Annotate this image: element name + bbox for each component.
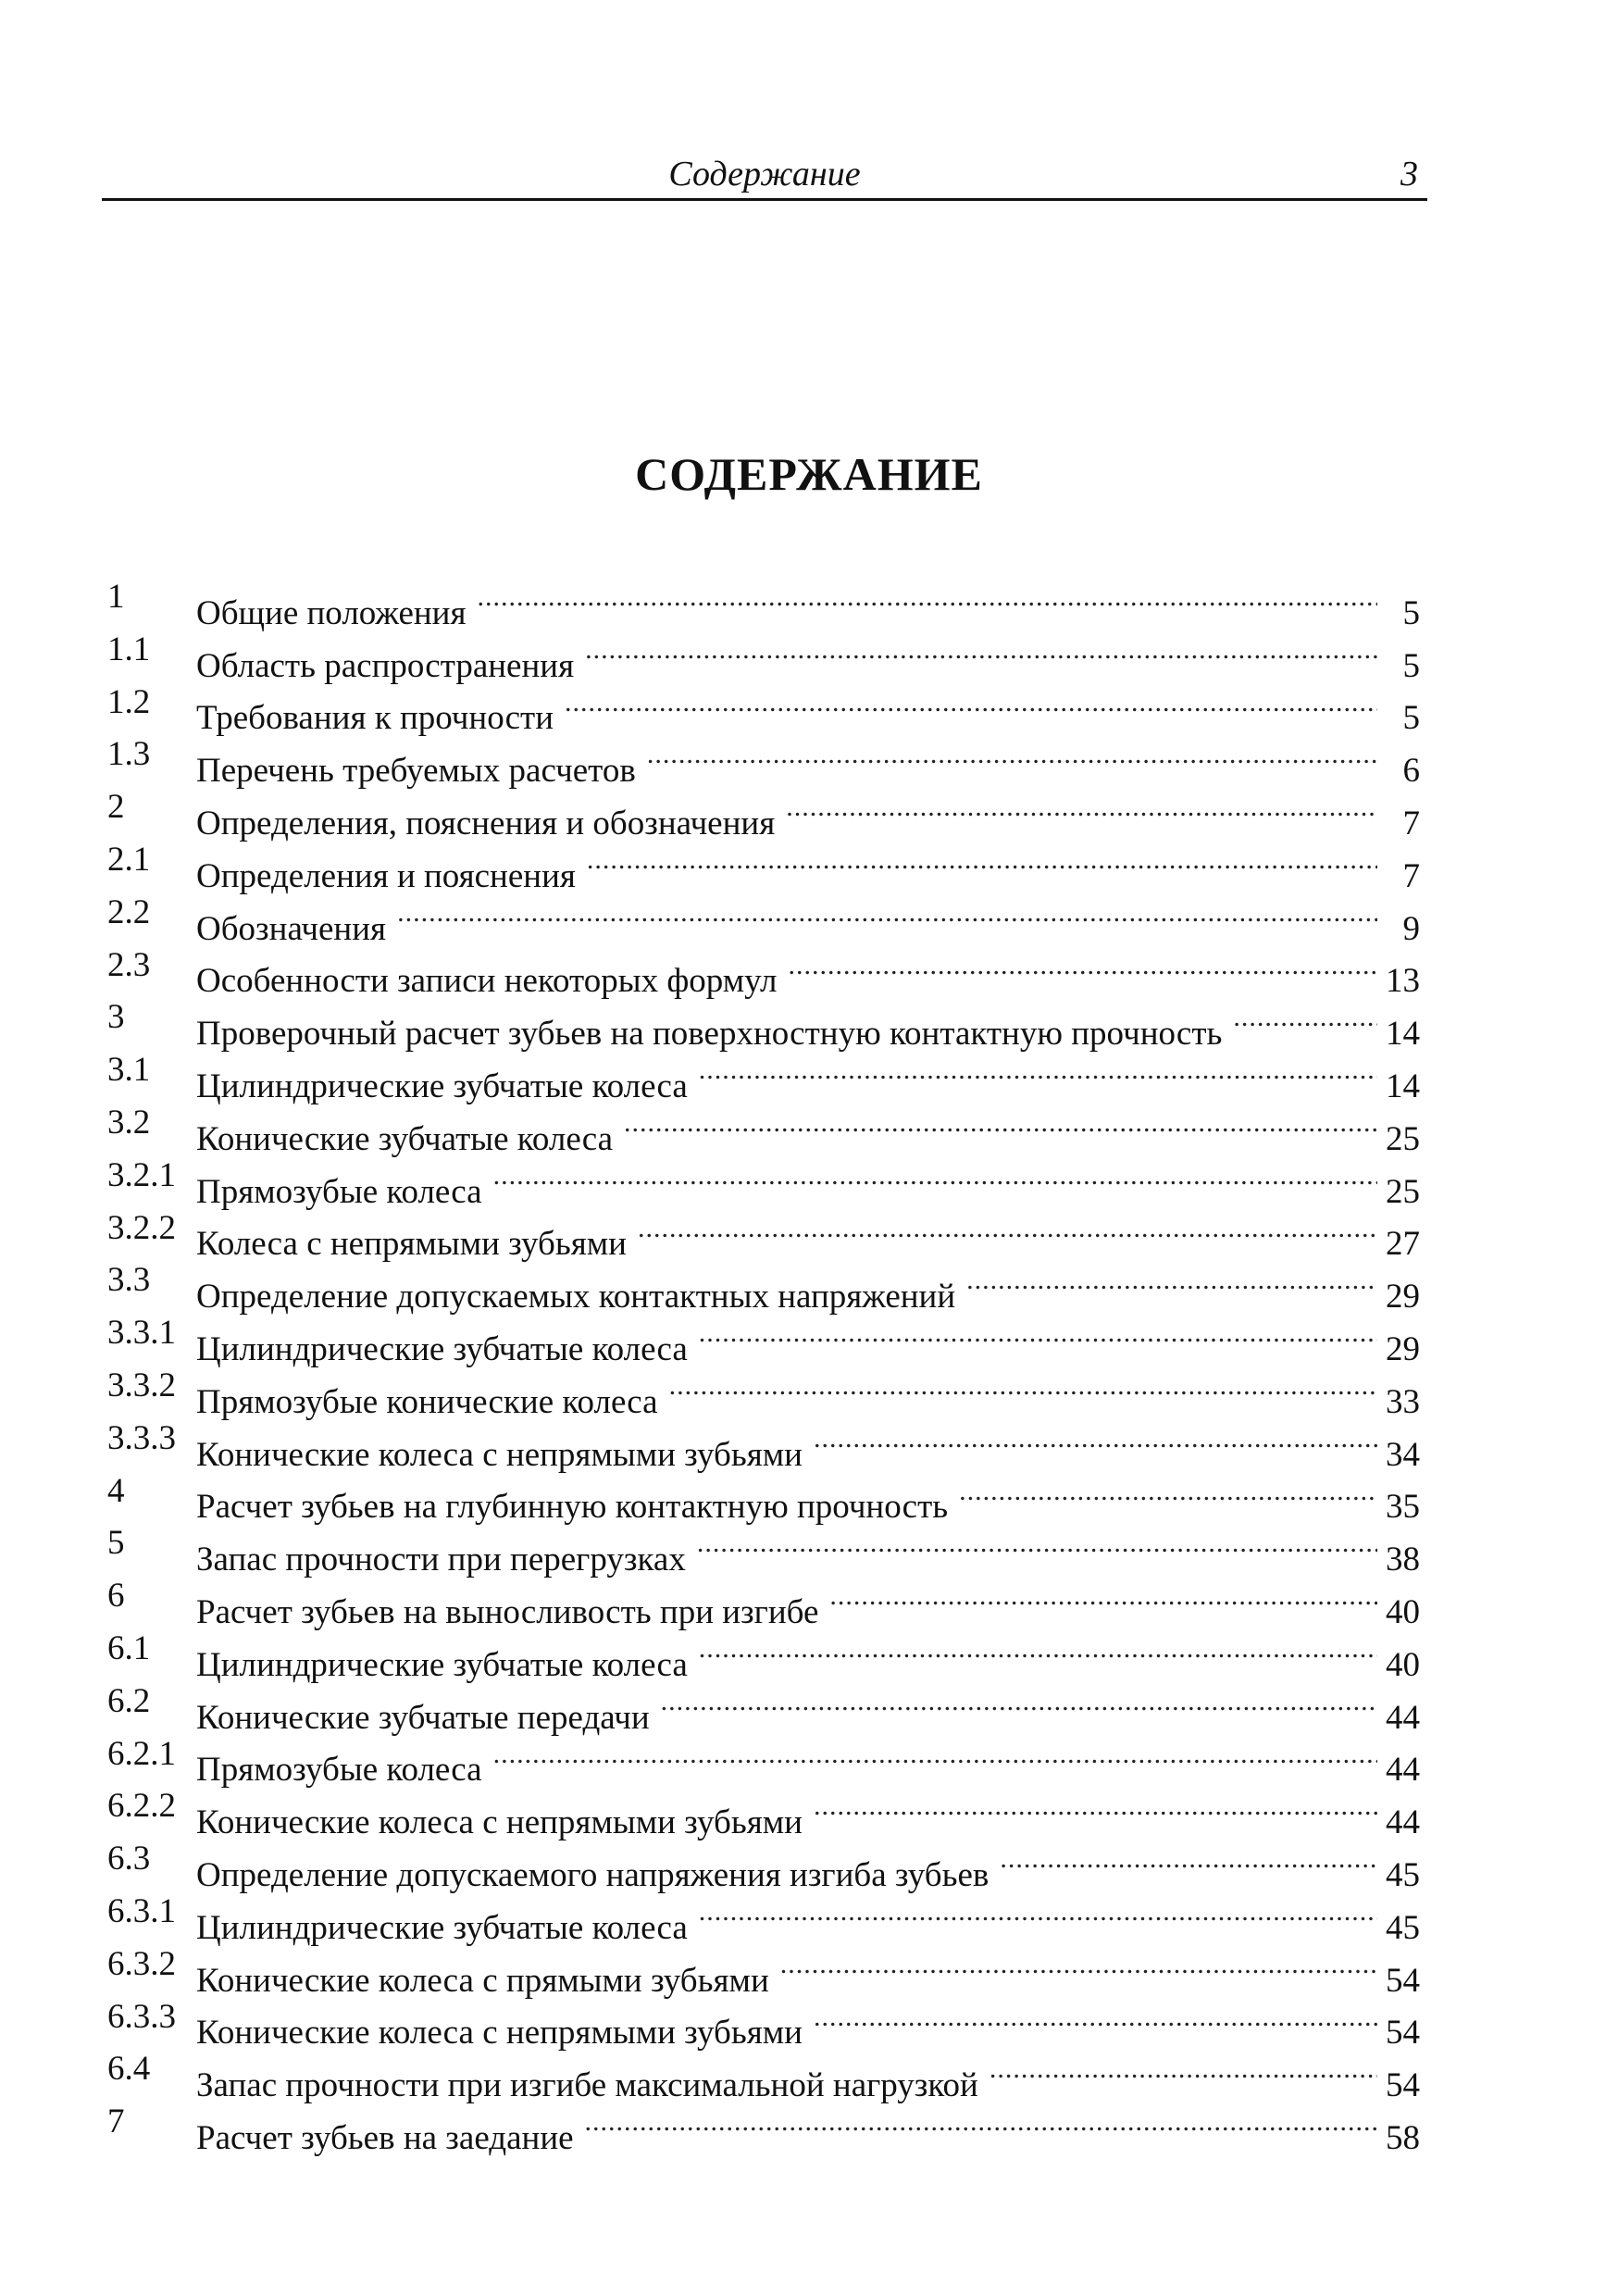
toc-entry-page: 33 — [1386, 1382, 1420, 1421]
toc-entry-number: 3 — [107, 998, 125, 1037]
toc-entry-page: 5 — [1402, 699, 1420, 738]
toc-entry[interactable] — [107, 1044, 1433, 1105]
toc-entry-number: 1 — [107, 578, 125, 616]
toc-entry-page: 7 — [1402, 804, 1420, 842]
toc-entry-number: 2.2 — [107, 892, 151, 931]
toc-entry-leader — [669, 1360, 1377, 1413]
toc-entry-page: 38 — [1386, 1541, 1420, 1579]
toc-entry-number: 3.1 — [107, 1051, 151, 1090]
toc-entry-label: Цилиндрические зубчатые колеса — [196, 1067, 688, 1105]
toc-entry-label: Обозначения — [196, 909, 387, 948]
toc-entry-number: 6.3.3 — [107, 1997, 176, 2036]
toc-entry-label: Требования к прочности — [196, 699, 554, 738]
toc-entry[interactable] — [107, 1728, 1433, 1790]
toc-entry-page: 29 — [1386, 1329, 1420, 1368]
toc-entry-label: Конические зубчатые колеса — [196, 1119, 614, 1158]
toc-entry-leader — [477, 571, 1377, 624]
toc-entry-page: 35 — [1386, 1488, 1420, 1527]
toc-entry-number: 6.2 — [107, 1681, 151, 1720]
toc-entry[interactable] — [107, 1676, 1433, 1737]
toc-entry[interactable] — [107, 781, 1433, 842]
toc-entry-label: Расчет зубьев на выносливость при изгибе — [196, 1592, 819, 1631]
toc-entry[interactable] — [107, 1991, 1433, 2053]
toc-entry-leader — [780, 1939, 1377, 1991]
toc-entry-leader — [699, 1307, 1377, 1360]
toc-entry-label: Конические колеса с непрямыми зубьями — [196, 1803, 803, 1842]
toc-entry-number: 3.2.1 — [107, 1155, 176, 1194]
toc-entry[interactable] — [107, 1307, 1433, 1368]
toc-entry-leader — [587, 834, 1377, 887]
toc-entry[interactable] — [107, 1570, 1433, 1631]
toc-entry-label: Прямозубые колеса — [196, 1172, 482, 1211]
toc-entry-number: 4 — [107, 1471, 125, 1510]
toc-entry-label: Определения, пояснения и обозначения — [196, 804, 776, 842]
toc-entry-label: Запас прочности при изгибе максимальной нагрузкой — [196, 2066, 978, 2105]
toc-entry[interactable] — [107, 729, 1433, 791]
toc-entry-number: 6.3 — [107, 1840, 151, 1878]
toc-entry-page: 40 — [1386, 1645, 1420, 1684]
toc-entry-leader — [397, 887, 1377, 940]
toc-entry-page: 27 — [1386, 1225, 1420, 1264]
toc-entry[interactable] — [107, 1150, 1433, 1211]
toc-entry-label: Проверочный расчет зубьев на поверхностную контактную прочность — [196, 1015, 1223, 1054]
toc-entry-page: 45 — [1386, 1855, 1420, 1894]
toc-entry[interactable] — [107, 2096, 1433, 2157]
toc-entry-number: 6.3.2 — [107, 1944, 176, 1983]
toc-entry-label: Цилиндрические зубчатые колеса — [196, 1645, 688, 1684]
toc-entry-leader — [966, 1254, 1377, 1307]
toc-entry-label: Перечень требуемых расчетов — [196, 752, 636, 791]
toc-entry-leader — [788, 940, 1377, 992]
running-header-title: Содержание — [668, 155, 861, 193]
toc-entry[interactable] — [107, 1780, 1433, 1842]
toc-entry-leader — [585, 624, 1377, 677]
toc-entry-label: Цилиндрические зубчатые колеса — [196, 1908, 688, 1947]
toc-entry-leader — [1233, 992, 1377, 1044]
toc-entry-label: Цилиндрические зубчатые колеса — [196, 1329, 688, 1368]
toc-entry-leader — [786, 781, 1377, 834]
toc-entry-body — [196, 2096, 1433, 2165]
toc-entry-label: Запас прочности при перегрузках — [196, 1541, 686, 1579]
toc-entry-leader — [814, 1991, 1377, 2044]
toc-entry-leader — [493, 1150, 1377, 1203]
toc-entry-leader — [959, 1466, 1377, 1518]
toc-entry[interactable] — [107, 1939, 1433, 2000]
toc-entry-leader — [661, 1676, 1377, 1728]
toc-entry-page: 13 — [1386, 962, 1420, 1001]
toc-entry[interactable] — [107, 1623, 1433, 1684]
toc-entry-number: 6.2.1 — [107, 1734, 176, 1773]
toc-entry-number: 3.3 — [107, 1261, 151, 1300]
toc-entry-number: 1.2 — [107, 682, 151, 721]
toc-entry-page: 54 — [1386, 2014, 1420, 2053]
toc-entry-number: 5 — [107, 1524, 125, 1563]
toc-entry-leader — [699, 1044, 1377, 1097]
toc-entry-label: Общие положения — [196, 593, 467, 632]
toc-entry-label: Область распространения — [196, 646, 575, 685]
toc-entry-label: Определение допускаемых контактных напряжений — [196, 1278, 956, 1316]
toc-entry-page: 6 — [1402, 752, 1420, 791]
toc-entry[interactable] — [107, 1203, 1433, 1264]
toc-entry-number: 6.2.2 — [107, 1787, 176, 1826]
toc-entry-number: 3.2 — [107, 1103, 151, 1142]
toc-entry-label: Конические колеса с непрямыми зубьями — [196, 1435, 803, 1474]
toc-entry[interactable] — [107, 1466, 1433, 1527]
toc-entry-leader — [814, 1780, 1377, 1833]
table-of-contents — [107, 571, 1433, 2157]
toc-entry-label: Особенности записи некоторых формул — [196, 962, 778, 1001]
toc-entry-leader — [699, 1886, 1377, 1939]
toc-entry-leader — [585, 2096, 1377, 2149]
toc-entry-page: 44 — [1386, 1698, 1420, 1737]
toc-entry-number: 3.3.2 — [107, 1366, 176, 1404]
toc-entry-page: 44 — [1386, 1751, 1420, 1790]
toc-entry[interactable] — [107, 1254, 1433, 1316]
toc-entry-page: 54 — [1386, 1961, 1420, 2000]
toc-entry-label: Расчет зубьев на глубинную контактную прочность — [196, 1488, 949, 1527]
toc-entry-label: Конические колеса с прямыми зубьями — [196, 1961, 769, 2000]
toc-entry-label: Конические зубчатые передачи — [196, 1698, 650, 1737]
toc-entry[interactable] — [107, 992, 1433, 1054]
toc-entry-number: 3.3.1 — [107, 1314, 176, 1353]
toc-entry[interactable] — [107, 1886, 1433, 1947]
toc-entry[interactable] — [107, 1360, 1433, 1421]
toc-entry-page: 14 — [1386, 1015, 1420, 1054]
toc-entry-number: 2.1 — [107, 840, 151, 879]
toc-entry[interactable] — [107, 1413, 1433, 1474]
toc-entry-leader — [493, 1728, 1377, 1781]
toc-entry-page: 45 — [1386, 1908, 1420, 1947]
toc-entry-label: Прямозубые конические колеса — [196, 1382, 658, 1421]
toc-entry-number: 3.3.3 — [107, 1418, 176, 1457]
toc-entry-leader — [565, 677, 1377, 730]
toc-entry[interactable] — [107, 834, 1433, 895]
toc-entry-number: 2.3 — [107, 945, 151, 984]
toc-entry-label: Конические колеса с непрямыми зубьями — [196, 2014, 803, 2053]
toc-entry[interactable] — [107, 624, 1433, 685]
toc-entry-page: 34 — [1386, 1435, 1420, 1474]
toc-entry-page: 54 — [1386, 2066, 1420, 2105]
toc-entry[interactable] — [107, 677, 1433, 738]
toc-entry-leader — [814, 1413, 1377, 1466]
toc-entry-page: 9 — [1402, 909, 1420, 948]
toc-entry[interactable] — [107, 1517, 1433, 1579]
toc-entry-number: 6.4 — [107, 2050, 151, 2089]
running-header — [102, 152, 1427, 201]
toc-entry-number: 6.1 — [107, 1628, 151, 1667]
toc-entry-page: 14 — [1386, 1067, 1420, 1105]
toc-entry-number: 2 — [107, 788, 125, 827]
toc-entry-page: 5 — [1402, 593, 1420, 632]
toc-entry-page: 25 — [1386, 1119, 1420, 1158]
toc-entry[interactable] — [107, 1833, 1433, 1894]
toc-entry-number: 1.1 — [107, 630, 151, 668]
toc-entry-number: 7 — [107, 2103, 125, 2141]
toc-entry-label: Прямозубые колеса — [196, 1751, 482, 1790]
toc-entry-label: Расчет зубьев на заедание — [196, 2118, 574, 2157]
toc-entry-leader — [697, 1517, 1377, 1570]
toc-entry-leader — [624, 1097, 1377, 1150]
toc-entry[interactable] — [107, 1097, 1433, 1158]
toc-entry-leader — [989, 2043, 1377, 2096]
toc-entry[interactable] — [107, 887, 1433, 948]
page-title: СОДЕРЖАНИЕ — [635, 448, 983, 500]
toc-entry[interactable] — [107, 571, 1433, 632]
toc-entry-page: 5 — [1402, 646, 1420, 685]
toc-entry-leader — [1000, 1833, 1377, 1886]
toc-entry-label: Определение допускаемого напряжения изгиба зубьев — [196, 1855, 989, 1894]
toc-entry-leader — [647, 729, 1377, 781]
running-header-page-number: 3 — [1400, 155, 1418, 193]
toc-entry-number: 3.2.2 — [107, 1208, 176, 1247]
toc-entry-page: 7 — [1402, 856, 1420, 895]
toc-entry[interactable] — [107, 940, 1433, 1001]
toc-entry-label: Колеса с непрямыми зубьями — [196, 1225, 627, 1264]
toc-entry-leader — [638, 1203, 1377, 1255]
toc-entry-number: 6 — [107, 1577, 125, 1616]
toc-entry-label: Определения и пояснения — [196, 856, 576, 895]
toc-entry-leader — [829, 1570, 1377, 1623]
toc-entry-number: 1.3 — [107, 735, 151, 774]
toc-entry[interactable] — [107, 2043, 1433, 2105]
toc-entry-leader — [699, 1623, 1377, 1676]
toc-entry-page: 29 — [1386, 1278, 1420, 1316]
toc-entry-page: 40 — [1386, 1592, 1420, 1631]
toc-entry-page: 58 — [1386, 2118, 1420, 2157]
toc-entry-page: 25 — [1386, 1172, 1420, 1211]
toc-entry-page: 44 — [1386, 1803, 1420, 1842]
toc-entry-number: 6.3.1 — [107, 1891, 176, 1930]
